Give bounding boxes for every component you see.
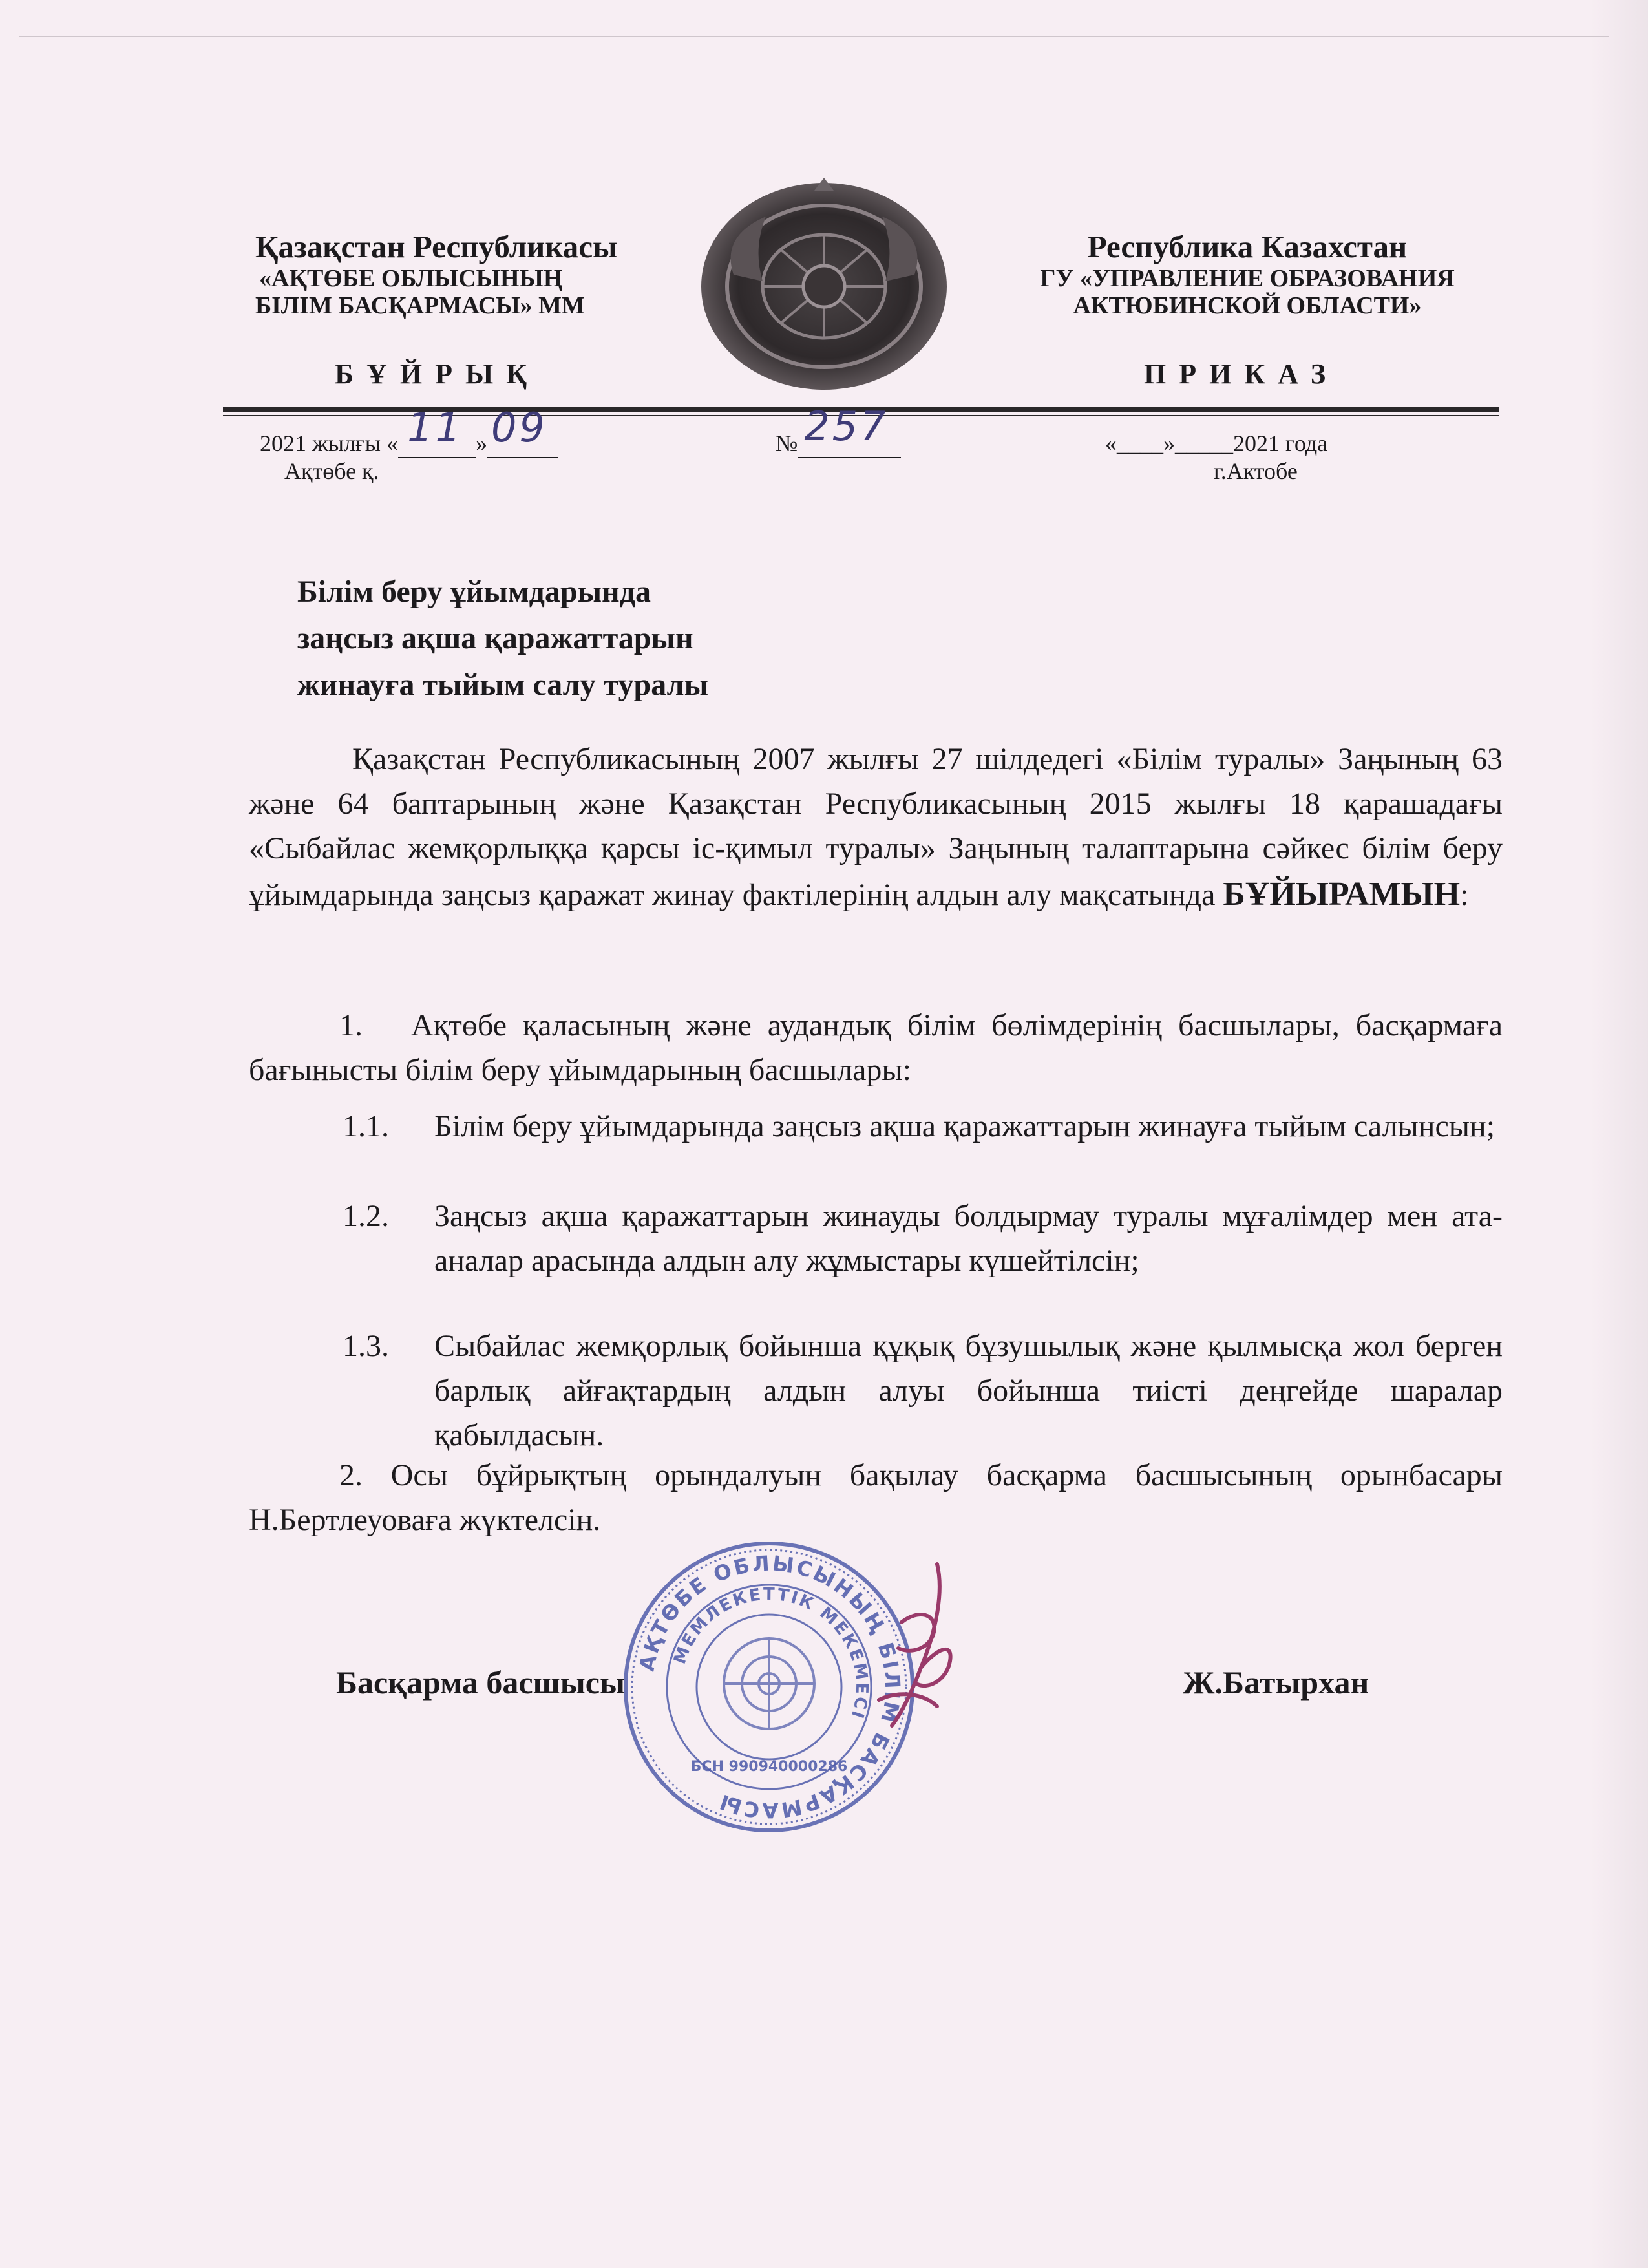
header-right	[982, 229, 1512, 320]
date-kazakh-day-field	[398, 404, 476, 458]
stamp-emblem-icon	[724, 1638, 814, 1729]
handwritten-signature-icon	[840, 1551, 1008, 1745]
date-kazakh-month-handwritten: 09	[491, 404, 547, 451]
header-right-org-line2: АКТЮБИНСКОЙ ОБЛАСТИ»	[1073, 292, 1422, 320]
city-kazakh: Ақтөбе қ.	[284, 458, 379, 484]
stamp-outer-text: АҚТӨБЕ ОБЛЫСЫНЫҢ БІЛІМ БАСҚАРМАСЫ	[634, 1551, 905, 1823]
document-title	[297, 569, 944, 708]
subitem-1-3-text: Сыбайлас жемқорлық бойынша құқық бұзушылық және қылмысқа жол берген барлық айғақтардың алдын алуы бойынша тиісті деңгейде шаралар қабылдасын.	[434, 1329, 1503, 1453]
signer-name: Ж.Батырхан	[1183, 1664, 1369, 1701]
stamp-bin: БСН 990940000286	[690, 1759, 848, 1775]
header-left	[255, 229, 721, 320]
item-1	[249, 1003, 1503, 1092]
subitem-1-2-text: Заңсыз ақша қаражаттарын жинауды болдырмау туралы мұғалімдер мен ата-аналар арасында алдын алу жұмыстары күшейтілсін;	[434, 1199, 1503, 1278]
header-right-country: Республика Казахстан	[1087, 229, 1408, 264]
document-title-line2: заңсыз ақша қаражаттарын	[297, 621, 693, 655]
doc-type-kazakh: БҰЙРЫҚ	[335, 358, 540, 390]
item-1-number: 1.	[339, 1008, 363, 1043]
date-kazakh-day-handwritten: 11	[407, 404, 463, 451]
scan-border-line	[19, 36, 1609, 37]
item-2-text: 2. Осы бұйрықтың орындалуын бақылау басқарма басшысының орынбасары Н.Бертлеуоваға жүктелсін.	[249, 1458, 1503, 1538]
preamble-paragraph	[249, 737, 1503, 919]
doc-type-russian: ПРИКАЗ	[1144, 358, 1339, 390]
date-kazakh-prefix: 2021 жылғы «	[260, 430, 398, 456]
header-left-org-line2: БІЛІМ БАСҚАРМАСЫ» ММ	[255, 292, 585, 320]
preamble-text: Қазақстан Республикасының 2007 жылғы 27 шілдедегі «Білім туралы» Заңының 63 және 64 баптарының және Қазақстан Республикасының 2015 жылғы 18 қарашадағы «Сыбайлас жемқорлыққа қарсы іс-қимыл туралы» Заңының талаптарына сәйкес білім беру ұйымдарында заңсыз қаражат жинау фактілерінің алдын алу мақсатында	[249, 742, 1503, 913]
document-title-line3: жинауға тыйым салу туралы	[297, 668, 709, 702]
header-right-org-line1: ГУ «УПРАВЛЕНИЕ ОБРАЗОВАНИЯ	[1040, 264, 1455, 292]
order-number	[776, 403, 901, 458]
subitem-1-2-number: 1.2.	[343, 1199, 389, 1233]
state-emblem-icon	[695, 178, 953, 394]
subitem-1-1-number: 1.1.	[343, 1109, 389, 1143]
header-left-org-line1: «АҚТӨБЕ ОБЛЫСЫНЫҢ	[259, 264, 563, 292]
date-kazakh-mid: »	[475, 430, 487, 456]
document-title-line1: Білім беру ұйымдарында	[297, 575, 651, 609]
item-1-text: Ақтөбе қаласының және аудандық білім бөлімдерінің басшылары, басқармаға бағынысты білім беру ұйымдарының басшылары:	[249, 1008, 1503, 1088]
subitem-1-3-number: 1.3.	[343, 1329, 389, 1363]
signer-position: Басқарма басшысы	[336, 1664, 625, 1701]
header-left-country: Қазақстан Республикасы	[255, 229, 618, 264]
preamble-colon: :	[1460, 878, 1469, 913]
order-number-field	[798, 403, 901, 458]
scan-shadow	[1590, 0, 1648, 2268]
city-russian: г.Актобе	[1214, 458, 1298, 484]
date-russian: «____»_____2021 года	[1105, 430, 1328, 456]
subitem-1-1-text: Білім беру ұйымдарында заңсыз ақша қаражаттарын жинауға тыйым салынсын;	[434, 1109, 1495, 1143]
order-number-handwritten: 257	[804, 403, 889, 450]
order-number-prefix: №	[776, 430, 798, 456]
stamp-inner-text: МЕМЛЕКЕТТІК МЕКЕМЕСІ	[670, 1584, 872, 1722]
preamble-order-word: БҰЙЫРАМЫН	[1223, 876, 1461, 913]
date-kazakh-month-field	[487, 404, 558, 458]
date-kazakh	[260, 404, 558, 458]
